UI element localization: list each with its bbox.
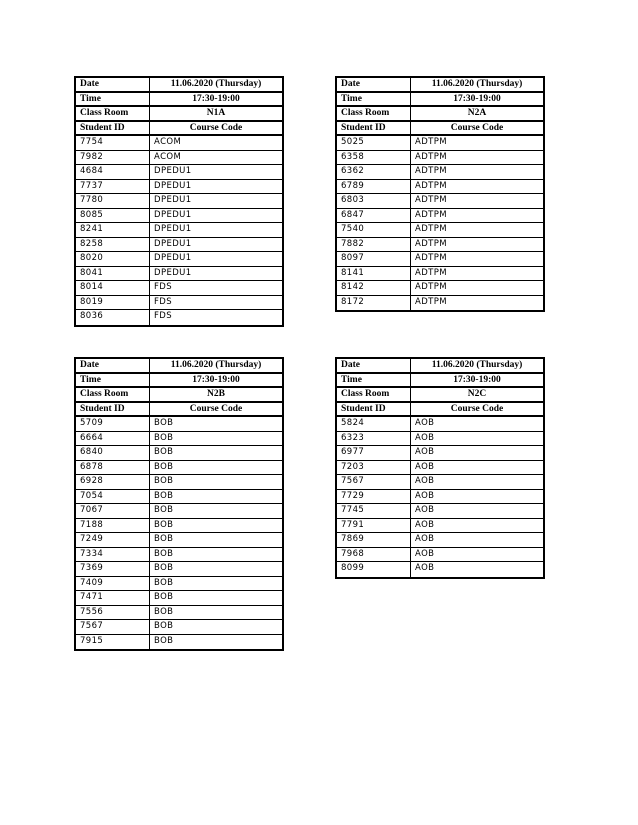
student-id-cell: 7754 xyxy=(76,136,150,150)
course-code-cell: AOB xyxy=(415,490,435,501)
course-code-cell: DPEDU1 xyxy=(154,180,192,191)
student-id-cell: 6323 xyxy=(337,432,411,446)
table-row xyxy=(337,238,543,253)
student-id-header: Student ID xyxy=(337,122,411,135)
date-row xyxy=(337,359,543,374)
table-row xyxy=(76,562,282,577)
student-id-cell: 8097 xyxy=(337,252,411,266)
student-id-cell: 8019 xyxy=(76,296,150,310)
course-code-header: Course Code xyxy=(189,122,243,133)
table-row xyxy=(337,504,543,519)
classroom-row xyxy=(337,107,543,122)
student-id-cell: 7334 xyxy=(76,548,150,562)
time-label: Time xyxy=(337,374,411,387)
course-code-cell: BOB xyxy=(154,621,174,631)
student-id-cell: 6928 xyxy=(76,475,150,489)
course-code-cell: AOB xyxy=(415,519,435,530)
course-code-cell: ADTPM xyxy=(415,267,448,278)
student-id-cell: 7737 xyxy=(76,180,150,194)
table-row xyxy=(76,475,282,490)
table-row xyxy=(337,519,543,534)
course-code-cell: AOB xyxy=(415,418,435,428)
course-code-cell: BOB xyxy=(154,476,174,486)
course-code-cell: BOB xyxy=(154,447,174,457)
student-id-cell: 7729 xyxy=(337,490,411,504)
student-id-cell: 8142 xyxy=(337,281,411,295)
classroom-row xyxy=(76,107,282,122)
time-row xyxy=(337,374,543,389)
student-id-cell: 5824 xyxy=(337,417,411,431)
date-label: Date xyxy=(337,359,411,372)
course-code-cell: BOB xyxy=(154,577,174,588)
course-code-cell: BOB xyxy=(154,548,174,559)
table-row xyxy=(337,533,543,548)
table-row xyxy=(76,180,282,195)
time-label: Time xyxy=(76,93,150,106)
course-code-cell: ADTPM xyxy=(415,209,448,220)
student-id-cell: 5025 xyxy=(337,136,411,150)
student-id-cell: 7054 xyxy=(76,490,150,504)
table-row xyxy=(76,151,282,166)
course-code-cell: ADTPM xyxy=(415,282,448,292)
table-row xyxy=(337,267,543,282)
table-row xyxy=(76,490,282,505)
column-header-row xyxy=(337,403,543,418)
time-row xyxy=(76,93,282,108)
course-code-cell: ADTPM xyxy=(415,238,448,249)
student-id-cell: 8241 xyxy=(76,223,150,237)
course-code-cell: AOB xyxy=(415,548,435,559)
student-id-cell: 6803 xyxy=(337,194,411,208)
student-id-cell: 7915 xyxy=(76,635,150,650)
course-code-cell: DPEDU1 xyxy=(154,224,192,234)
student-id-cell: 7556 xyxy=(76,606,150,620)
course-code-cell: BOB xyxy=(154,461,174,472)
table-row xyxy=(337,562,543,577)
time-label: Time xyxy=(337,93,411,106)
student-id-cell: 7869 xyxy=(337,533,411,547)
table-row xyxy=(76,446,282,461)
table-row xyxy=(76,548,282,563)
student-id-cell: 8036 xyxy=(76,310,150,325)
student-id-header: Student ID xyxy=(337,403,411,416)
student-id-cell: 8099 xyxy=(337,562,411,577)
student-id-cell: 6789 xyxy=(337,180,411,194)
schedule-table-n2b xyxy=(74,357,284,651)
course-code-cell: BOB xyxy=(154,635,174,646)
course-code-cell: ADTPM xyxy=(415,253,448,263)
time-value: 17:30-19:00 xyxy=(453,374,501,385)
classroom-label: Class Room xyxy=(76,388,150,401)
table-row xyxy=(76,533,282,548)
student-id-cell: 7780 xyxy=(76,194,150,208)
student-id-cell: 8020 xyxy=(76,252,150,266)
course-code-header: Course Code xyxy=(450,122,504,133)
table-row xyxy=(337,417,543,432)
course-code-cell: DPEDU1 xyxy=(154,209,192,220)
column-header-row xyxy=(337,122,543,137)
course-code-cell: ADTPM xyxy=(415,180,448,191)
student-id-cell: 7745 xyxy=(337,504,411,518)
course-code-cell: ADTPM xyxy=(415,296,448,307)
table-row xyxy=(337,136,543,151)
course-code-cell: DPEDU1 xyxy=(154,253,192,263)
table-row xyxy=(76,606,282,621)
table-row xyxy=(337,223,543,238)
course-code-header: Course Code xyxy=(189,403,243,414)
table-row xyxy=(76,281,282,296)
classroom-label: Class Room xyxy=(337,107,411,120)
time-value: 17:30-19:00 xyxy=(453,93,501,104)
student-id-cell: 6977 xyxy=(337,446,411,460)
course-code-cell: BOB xyxy=(154,534,174,544)
table-row xyxy=(337,446,543,461)
student-id-cell: 6847 xyxy=(337,209,411,223)
course-code-cell: AOB xyxy=(415,461,435,472)
course-code-cell: BOB xyxy=(154,505,174,515)
student-id-cell: 7540 xyxy=(337,223,411,237)
student-id-cell: 8085 xyxy=(76,209,150,223)
student-id-cell: 7968 xyxy=(337,548,411,562)
classroom-row xyxy=(337,388,543,403)
course-code-cell: AOB xyxy=(415,476,435,486)
classroom-label: Class Room xyxy=(337,388,411,401)
student-id-cell: 7203 xyxy=(337,461,411,475)
course-code-cell: FDS xyxy=(154,311,173,321)
student-id-cell: 8258 xyxy=(76,238,150,252)
course-code-cell: ACOM xyxy=(154,137,182,147)
table-row xyxy=(76,577,282,592)
course-code-cell: ACOM xyxy=(154,151,182,162)
schedule-table-n1a xyxy=(74,76,284,327)
table-row xyxy=(76,165,282,180)
date-label: Date xyxy=(76,359,150,372)
table-row xyxy=(76,310,282,325)
table-row xyxy=(76,620,282,635)
column-header-row xyxy=(76,403,282,418)
time-row xyxy=(76,374,282,389)
course-code-cell: DPEDU1 xyxy=(154,267,192,278)
student-id-cell: 6358 xyxy=(337,151,411,165)
table-row xyxy=(337,296,543,311)
date-row xyxy=(76,359,282,374)
course-code-cell: AOB xyxy=(415,534,435,544)
date-row xyxy=(76,78,282,93)
table-row xyxy=(76,209,282,224)
course-code-cell: DPEDU1 xyxy=(154,195,192,205)
student-id-cell: 7882 xyxy=(337,238,411,252)
table-row xyxy=(76,432,282,447)
student-id-cell: 7409 xyxy=(76,577,150,591)
table-row xyxy=(76,252,282,267)
column-header-row xyxy=(76,122,282,137)
course-code-cell: DPEDU1 xyxy=(154,238,192,249)
table-row xyxy=(337,475,543,490)
table-row xyxy=(337,461,543,476)
time-row xyxy=(337,93,543,108)
classroom-value: N2C xyxy=(467,389,487,399)
table-row xyxy=(76,504,282,519)
course-code-cell: AOB xyxy=(415,505,435,515)
student-id-cell: 7369 xyxy=(76,562,150,576)
student-id-cell: 7249 xyxy=(76,533,150,547)
course-code-cell: ADTPM xyxy=(415,224,448,234)
table-row xyxy=(337,194,543,209)
student-id-header: Student ID xyxy=(76,122,150,135)
date-row xyxy=(337,78,543,93)
student-id-cell: 7791 xyxy=(337,519,411,533)
course-code-cell: ADTPM xyxy=(415,166,448,176)
classroom-value: N1A xyxy=(206,108,226,118)
table-row xyxy=(337,281,543,296)
course-code-cell: ADTPM xyxy=(415,151,448,162)
table-row xyxy=(337,432,543,447)
table-row xyxy=(76,591,282,606)
course-code-header: Course Code xyxy=(450,403,504,414)
student-id-cell: 6840 xyxy=(76,446,150,460)
course-code-cell: FDS xyxy=(154,282,173,292)
student-id-cell: 6878 xyxy=(76,461,150,475)
student-id-cell: 7567 xyxy=(337,475,411,489)
student-id-cell: 4684 xyxy=(76,165,150,179)
table-row xyxy=(76,417,282,432)
time-value: 17:30-19:00 xyxy=(192,93,240,104)
course-code-cell: ADTPM xyxy=(415,195,448,205)
course-code-cell: BOB xyxy=(154,563,174,573)
course-code-cell: BOB xyxy=(154,418,174,428)
schedule-table-n2c xyxy=(335,357,545,579)
schedule-table-n2a xyxy=(335,76,545,312)
time-label: Time xyxy=(76,374,150,387)
student-id-cell: 5709 xyxy=(76,417,150,431)
date-value: 11.06.2020 (Thursday) xyxy=(431,79,523,89)
table-row xyxy=(337,548,543,563)
table-row xyxy=(76,296,282,311)
classroom-label: Class Room xyxy=(76,107,150,120)
course-code-cell: BOB xyxy=(154,592,174,602)
table-row xyxy=(337,209,543,224)
classroom-value: N2A xyxy=(467,108,487,118)
course-code-cell: AOB xyxy=(415,447,435,457)
student-id-cell: 7067 xyxy=(76,504,150,518)
date-label: Date xyxy=(76,78,150,91)
table-row xyxy=(76,267,282,282)
course-code-cell: ADTPM xyxy=(415,137,448,147)
student-id-cell: 6362 xyxy=(337,165,411,179)
student-id-cell: 6664 xyxy=(76,432,150,446)
course-code-cell: AOB xyxy=(415,563,435,573)
course-code-cell: BOB xyxy=(154,519,174,530)
student-id-cell: 8172 xyxy=(337,296,411,311)
student-id-cell: 7567 xyxy=(76,620,150,634)
course-code-cell: FDS xyxy=(154,296,173,307)
table-row xyxy=(76,635,282,650)
time-value: 17:30-19:00 xyxy=(192,374,240,385)
course-code-cell: BOB xyxy=(154,490,174,501)
table-row xyxy=(76,461,282,476)
table-row xyxy=(76,194,282,209)
table-row xyxy=(76,223,282,238)
student-id-cell: 8014 xyxy=(76,281,150,295)
date-value: 11.06.2020 (Thursday) xyxy=(170,360,262,370)
student-id-header: Student ID xyxy=(76,403,150,416)
classroom-value: N2B xyxy=(207,389,225,399)
table-row xyxy=(337,165,543,180)
student-id-cell: 8041 xyxy=(76,267,150,281)
table-row xyxy=(76,136,282,151)
date-value: 11.06.2020 (Thursday) xyxy=(431,360,523,370)
table-row xyxy=(76,238,282,253)
course-code-cell: DPEDU1 xyxy=(154,166,192,176)
table-row xyxy=(76,519,282,534)
student-id-cell: 7188 xyxy=(76,519,150,533)
date-label: Date xyxy=(337,78,411,91)
course-code-cell: BOB xyxy=(154,606,174,617)
table-row xyxy=(337,252,543,267)
table-row xyxy=(337,490,543,505)
date-value: 11.06.2020 (Thursday) xyxy=(170,79,262,89)
classroom-row xyxy=(76,388,282,403)
course-code-cell: AOB xyxy=(415,432,435,443)
student-id-cell: 7471 xyxy=(76,591,150,605)
table-row xyxy=(337,151,543,166)
student-id-cell: 7982 xyxy=(76,151,150,165)
course-code-cell: BOB xyxy=(154,432,174,443)
student-id-cell: 8141 xyxy=(337,267,411,281)
table-row xyxy=(337,180,543,195)
